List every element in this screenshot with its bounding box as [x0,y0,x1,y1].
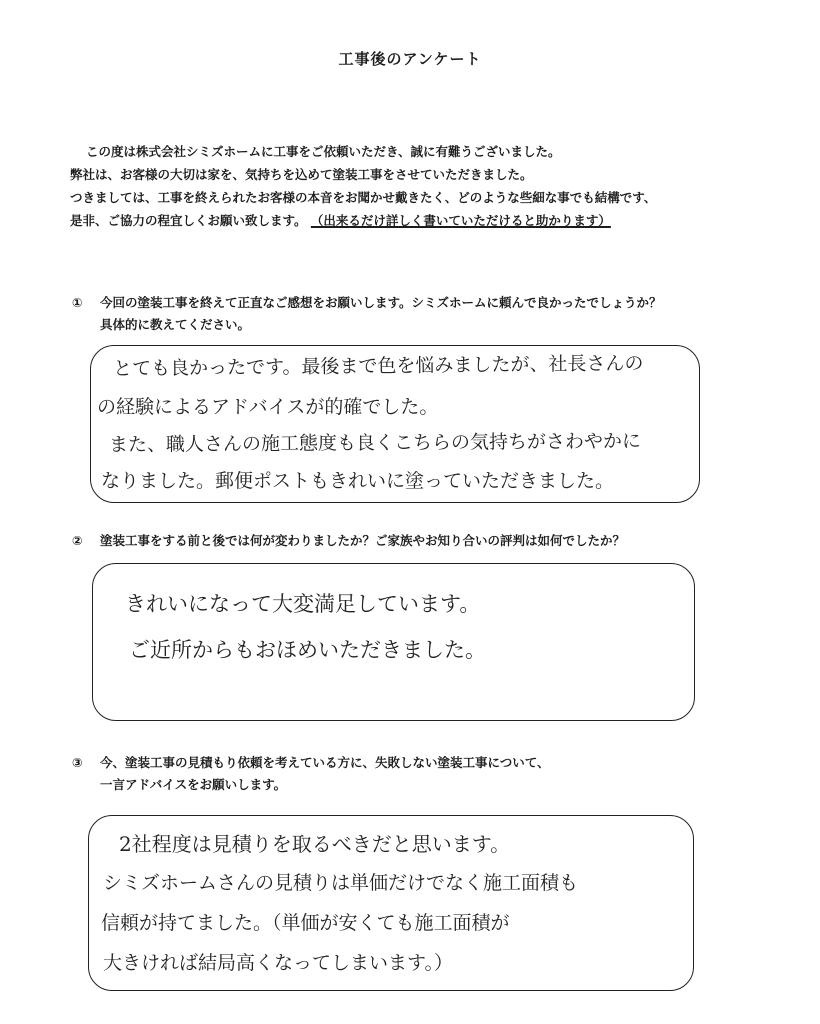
intro-line-3: つきましては、工事を終えられたお客様の本音をお聞かせ戴きたく、どのような些細な事でも結構です、 [70,190,657,205]
answer-3-line-1: 2社程度は見積りを取るべきだと思います。 [119,832,511,856]
question-2-text: 塗装工事をする前と後では何が変わりましたか？ご家族やお知り合いの評判は如何でしたか？ [100,533,626,548]
answer-1-line-1: とても良かったです。最後まで色を悩みましたが、社長さんの [112,352,644,380]
intro-line-2: 弊社は、お客様の大切は家を、気持ちを込めて塗装工事をさせていただきました。 [70,167,533,182]
intro-text [70,140,770,232]
question-1-text: 今回の塗装工事を終えて正直なご感想をお願いします。シミズホームに頼んで良かったでしょうか？ [100,295,662,310]
answer-box-2[interactable] [92,563,695,721]
answer-1-line-2: の経験によるアドバイスが的確でした。 [97,396,439,418]
question-3-number: ③ [72,755,83,770]
intro-note: （出来るだけ詳しく書いていただけると助かります） [310,213,611,228]
intro-line-4 [70,209,770,232]
question-2 [72,530,625,552]
question-3-text-2: 一言アドバイスをお願いします。 [100,777,287,792]
question-3 [72,752,550,796]
intro-line-1: この度は株式会社シミズホームに工事をご依頼いただき、誠に有難うございました。 [86,144,561,159]
answer-3-line-4: 大きければ結局高くなってしまいます。） [103,952,453,974]
answer-2-line-2: ご近所からもおほめいただきました。 [129,638,486,662]
answer-box-3[interactable] [88,815,694,991]
question-3-text: 今、塗装工事の見積もり依頼を考えている方に、失敗しない塗装工事について、 [100,755,550,770]
answer-3-line-3: 信頼が持てました。（単価が安くても施工面積が [101,912,510,934]
answer-1-line-4: なりました。郵便ポストもきれいに塗っていただきました。 [101,470,615,492]
page-title: 工事後のアンケート [338,50,482,68]
intro-request: 是非、ご協力の程宜しくお願い致します。 [70,213,307,228]
question-1 [72,292,662,336]
question-1-text-2: 具体的に教えてください。 [100,317,251,332]
answer-3-line-2: シミズホームさんの見積りは単価だけでなく施工面積も [103,872,579,894]
answer-2-line-1: きれいになって大変満足しています。 [125,592,481,616]
answer-box-1[interactable] [90,345,700,503]
question-2-number: ② [72,533,83,548]
answer-1-line-3: また、職人さんの施工態度も良くこちらの気持ちがさわやかに [108,430,642,456]
question-1-number: ① [72,295,83,310]
